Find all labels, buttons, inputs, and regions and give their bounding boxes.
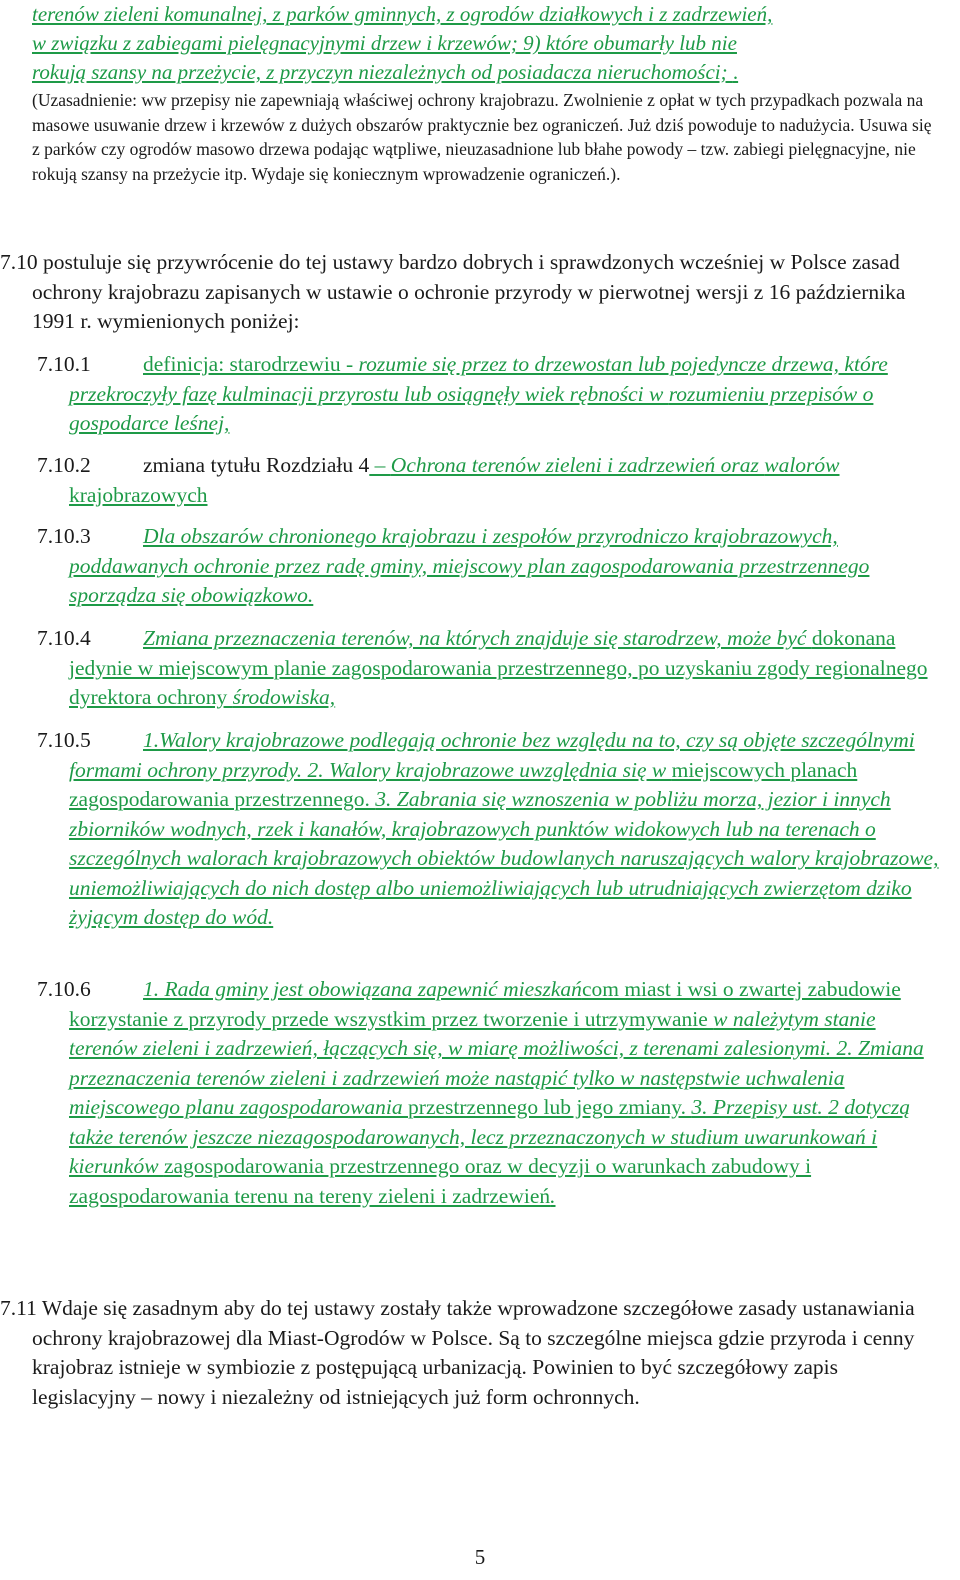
item-7-10-6-a: 1. Rada gminy jest obowiązana zapewnić mieszkań <box>143 977 582 1001</box>
item-7-10-4-b: dokonana jedynie w miejscowym planie zagospodarowania przestrzennego, po uzyskaniu zgody regionalnego dyrektora ochrony <box>69 626 928 709</box>
intro-line-3: rokują szansy na przeżycie, z przyczyn niezależnych od posiadacza nieruchomości; <box>32 60 733 84</box>
item-7-10-6-number: 7.10.6 <box>37 977 91 1001</box>
section-7-10-text: postuluje się przywrócenie do tej ustawy bardzo dobrych i sprawdzonych wcześniej w Polsce zasad ochrony krajobrazu zapisanych w ustawie o ochronie przyrody w pierwotnej wersji z 16 października 1991 r. wymienionych poniżej: <box>32 250 906 333</box>
item-7-10-4-number: 7.10.4 <box>37 626 91 650</box>
item-7-10-5-number: 7.10.5 <box>37 728 91 752</box>
item-7-10-2-c: walorów <box>764 453 840 477</box>
justification-note: (Uzasadnienie: ww przepisy nie zapewniają właściwej ochrony krajobrazu. Zwolnienie z opłat w tych przypadkach pozwala na masowe usuwanie drzew i krzewów z dużych obszarów praktycznie bez ograniczeń. Już dziś powoduje to nadużycia. Usuwa się z parków czy ogrodów masowo drzewa podając wątpliwe, nieuzasadnione lub błahe powody – tzw. zabiegi pielęgnacyjne, nie rokują szansy na przeżycie itp. Wydaje się koniecznym wprowadzenie ograniczeń.). <box>32 90 932 184</box>
section-7-10-number: 7.10 <box>0 250 38 274</box>
item-7-10-2-number: 7.10.2 <box>37 453 91 477</box>
intro-line-3-end: . <box>732 60 739 84</box>
intro-line-1: terenów zieleni komunalnej, z parków gminnych, z ogrodów działkowych i z zadrzewień, <box>32 2 773 26</box>
item-7-10-6-c: w należytym stanie terenów zieleni i zadrzewień, łączących się, w miarę możliwości, z terenami zalesionymi. 2. Zmiana przeznaczenia terenów zieleni i zadrzewień może nastąpić tylko w następstwie uchwalenia miejscowego planu zagospodarowania <box>69 1006 924 1119</box>
item-7-10-6-h: . <box>550 1183 556 1208</box>
intro-line-2: w związku z zabiegami pielęgnacyjnymi drzew i krzewów; 9) które obumarły lub nie <box>32 31 737 55</box>
item-7-10-1-c: rozumieniu przepisów o gospodarce leśnej, <box>69 381 874 435</box>
item-7-10-4 <box>37 624 949 713</box>
item-7-10-5-b: miejscowych planach zagospodarowania przestrzennego. <box>69 757 858 811</box>
item-7-10-2-plain: zmiana tytułu Rozdziału 4 <box>143 453 370 477</box>
intro-line-3-wrap <box>32 58 932 87</box>
item-7-10-2-d: krajobrazowych <box>69 482 208 507</box>
item-7-10-6-f: 2 dotyczą także terenów jeszcze niezagospodarowanych, lecz przeznaczonych w studium uwarunkowań i kierunków <box>69 1095 910 1178</box>
item-7-10-6-d: przestrzennego lub jego zmiany. <box>408 1095 692 1119</box>
intro-continuation <box>32 0 932 87</box>
item-7-10-4-c: środowiska, <box>232 685 336 709</box>
section-7-10 <box>0 248 932 337</box>
item-7-10-6-b: com miast i wsi o zwartej zabudowie korzystanie z przyrody przede wszystkim przez tworzenie i utrzymywanie <box>69 977 901 1031</box>
item-7-10-2-a: – <box>369 453 391 477</box>
item-7-10-3-number: 7.10.3 <box>37 524 91 548</box>
item-7-10-6-e: 3. Przepisy ust. <box>691 1095 829 1119</box>
section-7-11-text: Wdaje się zasadnym aby do tej ustawy zostały także wprowadzone szczegółowe zasady ustanawiania ochrony krajobrazowej dla Miast-Ogrodów w Polsce. Są to szczególne miejsca gdzie przyroda i cenny krajobraz istnieje w symbiozie z postępującą urbanizacją. Powinien to być szczegółowy zapis legislacyjny – nowy i niezależny od istniejących już form ochronnych. <box>32 1296 915 1409</box>
page-number: 5 <box>474 1545 486 1569</box>
item-7-10-1-a: definicja: starodrzewiu - <box>143 352 359 376</box>
item-7-10-1-b: rozumie się przez to drzewostan lub pojedyncze drzewa, które przekroczyły fazę kulminacji przyrostu lub osiągnęły wiek rębności w <box>69 352 888 406</box>
section-7-11 <box>0 1294 932 1412</box>
item-7-10-6 <box>37 975 949 1211</box>
item-7-10-2 <box>37 451 949 510</box>
item-7-10-4-a: Zmiana przeznaczenia terenów, na których znajduje się starodrzew, może być <box>143 626 812 650</box>
item-7-10-3-text: Dla obszarów chronionego krajobrazu i zespołów przyrodniczo krajobrazowych, poddawanych ochronie przez radę gminy, miejscowy plan zagospodarowania przestrzennego sporządza się obowiązkowo. <box>69 524 870 607</box>
item-7-10-2-b: Ochrona terenów zieleni i zadrzewień oraz <box>390 453 765 477</box>
item-7-10-1-number: 7.10.1 <box>37 352 91 376</box>
item-7-10-1 <box>37 350 949 439</box>
section-7-11-number: 7.11 <box>0 1296 37 1320</box>
item-7-10-6-g: zagospodarowania przestrzennego oraz w decyzji o warunkach zabudowy i zagospodarowania terenu na tereny zieleni i zadrzewień <box>69 1154 812 1208</box>
item-7-10-5-c: 3. Zabrania się wznoszenia w pobliżu morza, jezior i innych zbiorników wodnych, rzek i kanałów, krajobrazowych punktów widokowych lub na terenach o szczególnych walorach krajobrazowych obiektów budowlanych naruszających walory krajobrazowe, uniemożliwiających do nich dostęp albo uniemożliwiających lub utrudniających zwierzętom dziko żyjącym dostęp do wód. <box>69 787 939 929</box>
item-7-10-3 <box>37 522 949 611</box>
item-7-10-5 <box>37 726 949 933</box>
item-7-10-5-a: 1.Walory krajobrazowe podlegają ochronie bez względu na to, czy są objęte szczególnymi formami ochrony przyrody. 2. Walory krajobrazowe uwzględnia się w <box>69 728 915 782</box>
